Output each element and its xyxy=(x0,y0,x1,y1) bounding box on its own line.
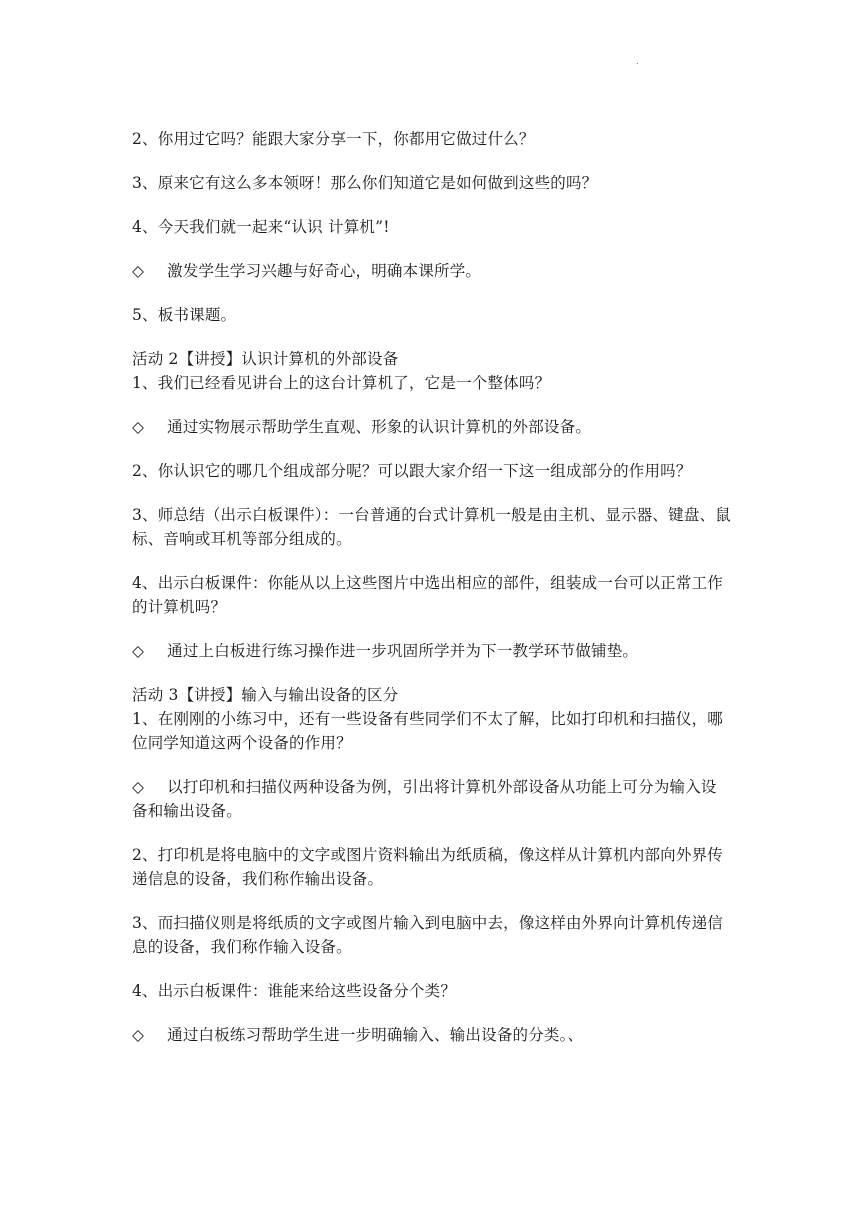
paragraph-q5: 5、板书课题。 xyxy=(132,306,237,324)
paragraph-q3: 3、原来它有这么多本领呀！那么你们知道它是如何做到这些的吗？ xyxy=(132,174,598,192)
note-paragraph-3 xyxy=(132,639,732,663)
lesson-content xyxy=(132,127,732,1067)
diamond-icon: ◇ xyxy=(132,418,145,436)
paragraph-q2: 2、你用过它吗？能跟大家分享一下，你都用它做过什么？ xyxy=(132,130,535,148)
activity-2-item-2: 2、你认识它的哪几个组成部分呢？可以跟大家介绍一下这一组成部分的作用吗？ xyxy=(132,462,692,480)
activity-2-item-1: 1、我们已经看见讲台上的这台计算机了，它是一个整体吗？ xyxy=(132,374,551,392)
note-paragraph-1 xyxy=(132,259,732,283)
corner-mark: . xyxy=(636,57,639,66)
diamond-icon: ◇ xyxy=(132,262,145,280)
activity-2-item-4: 4、出示白板课件：你能从以上这些图片中选出相应的部件，组装成一台可以正常工作的计算机吗？ xyxy=(132,574,723,616)
diamond-icon: ◇ xyxy=(132,1026,145,1044)
diamond-icon: ◇ xyxy=(132,642,145,660)
note-text: 通过实物展示帮助学生直观、形象的认识计算机的外部设备。 xyxy=(162,418,592,436)
activity-2-item-3: 3、师总结（出示白板课件）：一台普通的台式计算机一般是由主机、显示器、键盘、鼠标、音响或耳机等部分组成的。 xyxy=(132,506,731,548)
note-paragraph-2 xyxy=(132,415,732,439)
activity-3-heading: 活动 3【讲授】输入与输出设备的区分 xyxy=(132,686,399,704)
note-paragraph-4 xyxy=(132,775,732,823)
activity-2-heading: 活动 2【讲授】认识计算机的外部设备 xyxy=(132,350,399,368)
diamond-icon: ◇ xyxy=(132,778,145,796)
activity-3-item-4: 4、出示白板课件：谁能来给这些设备分个类？ xyxy=(132,982,457,1000)
activity-3-item-1: 1、在刚刚的小练习中，还有一些设备有些同学们不太了解，比如打印机和扫描仪，哪位同学知道这两个设备的作用？ xyxy=(132,710,723,752)
note-text: 激发学生学习兴趣与好奇心，明确本课所学。 xyxy=(162,262,482,280)
note-text: 以打印机和扫描仪两种设备为例，引出将计算机外部设备从功能上可分为输入设备和输出设备。 xyxy=(132,778,717,820)
paragraph-q4: 4、今天我们就一起来“认识 计算机”! xyxy=(132,218,390,236)
activity-3-item-3: 3、而扫描仪则是将纸质的文字或图片输入到电脑中去，像这样由外界向计算机传递信息的设备，我们称作输入设备。 xyxy=(132,914,723,956)
note-text: 通过上白板进行练习操作进一步巩固所学并为下一教学环节做铺垫。 xyxy=(162,642,639,660)
note-text: 通过白板练习帮助学生进一步明确输入、输出设备的分类。、 xyxy=(162,1026,584,1044)
activity-3-item-2: 2、打印机是将电脑中的文字或图片资料输出为纸质稿，像这样从计算机内部向外界传递信息的设备，我们称作输出设备。 xyxy=(132,846,723,888)
note-paragraph-5 xyxy=(132,1023,732,1047)
